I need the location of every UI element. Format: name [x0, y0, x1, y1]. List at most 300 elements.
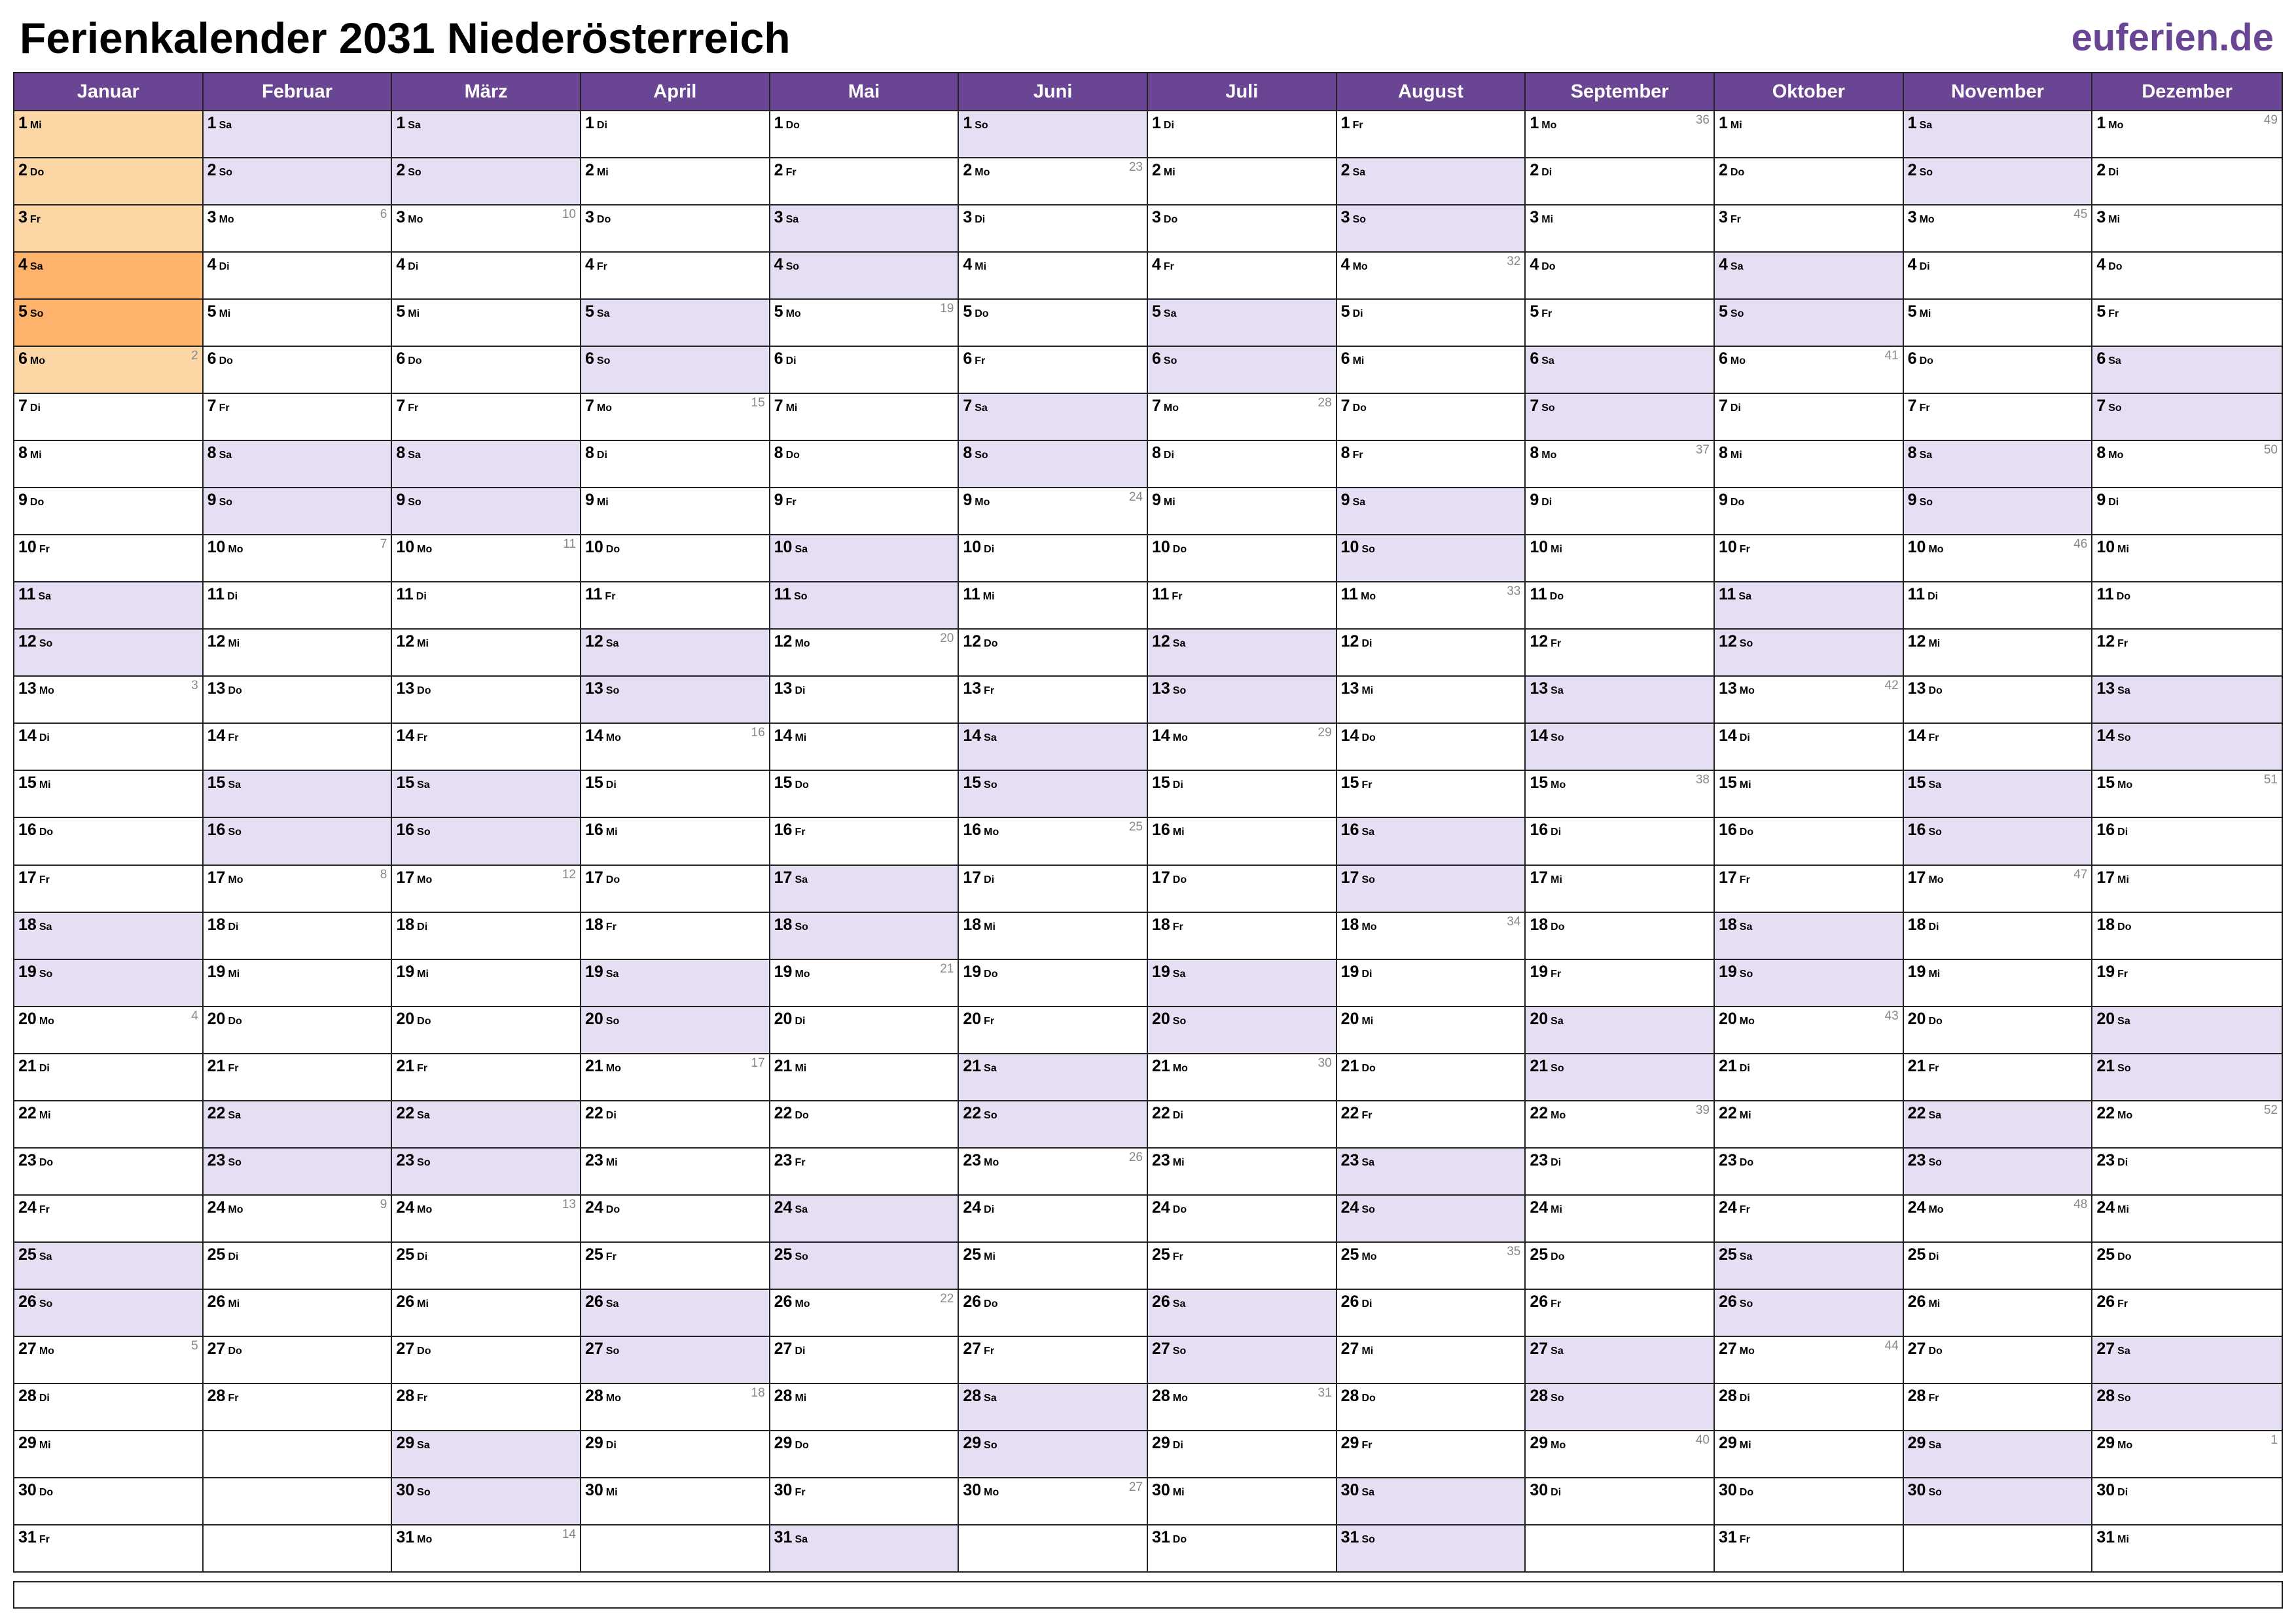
day-cell: [1904, 1007, 2092, 1054]
day-number: 14: [1907, 726, 1926, 745]
day-number: 15: [963, 774, 982, 793]
day-number: 20: [207, 1009, 226, 1028]
weekday-label: Fr: [1541, 308, 1552, 320]
weekday-label: Do: [408, 355, 422, 367]
day-cell-weekend: [1904, 818, 2092, 865]
weekday-label: Di: [984, 874, 995, 885]
weekday-label: Mi: [2117, 544, 2129, 556]
weekday-label: Di: [29, 402, 41, 414]
day-number: 25: [18, 1245, 37, 1264]
day-cell: [392, 394, 580, 441]
day-cell: [14, 1149, 202, 1196]
day-cell: [581, 818, 769, 865]
day-cell-weekend: [581, 1290, 769, 1337]
weekday-label: Fr: [417, 732, 428, 744]
day-cell: [1526, 158, 1713, 205]
day-number: 20: [1718, 1009, 1737, 1028]
weekday-label: Do: [219, 355, 233, 367]
weekday-label: Fr: [975, 355, 986, 367]
day-number: 6: [396, 349, 406, 368]
weekday-label: Mo: [605, 1392, 621, 1404]
weekday-label: Mi: [417, 638, 429, 650]
day-number: 26: [1718, 1292, 1737, 1311]
day-number: 1: [1340, 114, 1350, 132]
day-cell: [392, 1525, 580, 1571]
day-number: 8: [18, 444, 27, 463]
day-number: 4: [1530, 255, 1539, 274]
week-number: 18: [751, 1385, 765, 1400]
day-cell: [1715, 1007, 1903, 1054]
day-number: 28: [1907, 1386, 1926, 1405]
day-cell-weekend: [2092, 1384, 2282, 1431]
day-cell-weekend: [581, 1007, 769, 1054]
day-number: 24: [18, 1198, 37, 1217]
day-cell: [1337, 913, 1525, 960]
weekday-label: Di: [1541, 497, 1552, 508]
weekday-label: Fr: [39, 874, 50, 885]
day-number: 23: [207, 1150, 226, 1169]
weekday-label: Mo: [1919, 214, 1935, 226]
day-number: 6: [18, 349, 27, 368]
day-number: 29: [774, 1433, 793, 1452]
day-cell: [959, 1007, 1147, 1054]
day-number: 20: [1907, 1009, 1926, 1028]
weekday-label: So: [1361, 1204, 1375, 1215]
weekday-label: Di: [1172, 1109, 1183, 1121]
month-header: März: [392, 73, 580, 111]
day-cell-weekend: [2092, 1007, 2282, 1054]
day-cell: [1904, 205, 2092, 253]
day-number: 5: [2096, 302, 2106, 321]
day-number: 22: [1151, 1103, 1170, 1122]
weekday-label: Sa: [228, 779, 242, 791]
weekday-label: Do: [975, 308, 989, 320]
weekday-label: Di: [408, 261, 419, 273]
day-number: 4: [207, 255, 217, 274]
month-header: Januar: [14, 73, 202, 111]
day-cell: [392, 1054, 580, 1101]
weekday-label: So: [1361, 874, 1375, 885]
day-cell-weekend: [1337, 1196, 1525, 1243]
day-cell-weekend: [204, 1101, 391, 1149]
day-cell: [770, 1149, 958, 1196]
day-cell: [959, 582, 1147, 630]
weekday-label: Sa: [605, 968, 619, 980]
weekday-label: Mo: [39, 1015, 54, 1027]
day-number: 10: [1530, 538, 1549, 557]
day-cell-weekend: [14, 960, 202, 1007]
day-number: 29: [1340, 1433, 1359, 1452]
day-cell-weekend: [959, 724, 1147, 771]
day-number: 6: [1151, 349, 1161, 368]
weekday-label: Sa: [39, 921, 52, 933]
day-number: 26: [1340, 1292, 1359, 1311]
day-number: 29: [584, 1433, 603, 1452]
weekday-label: So: [1739, 968, 1753, 980]
weekday-label: Di: [417, 1251, 428, 1262]
day-number: 29: [2096, 1433, 2115, 1452]
day-cell: [1148, 394, 1336, 441]
day-number: 30: [584, 1480, 603, 1499]
day-number: 21: [1151, 1056, 1170, 1075]
day-cell: [581, 582, 769, 630]
weekday-label: Mo: [1352, 261, 1368, 273]
day-cell-weekend: [1148, 1290, 1336, 1337]
day-number: 3: [1907, 208, 1917, 227]
week-number: 25: [1128, 820, 1143, 834]
day-number: 8: [207, 444, 217, 463]
day-cell: [770, 771, 958, 818]
day-number: 29: [1530, 1433, 1549, 1452]
weekday-label: Mi: [228, 1298, 240, 1310]
day-number: 28: [2096, 1386, 2115, 1405]
day-cell-weekend: [959, 1054, 1147, 1101]
day-cell: [14, 818, 202, 865]
day-number: 19: [18, 962, 37, 981]
day-number: 28: [1718, 1386, 1737, 1405]
day-number: 11: [963, 585, 980, 604]
month-column: [770, 73, 960, 1571]
day-cell: [392, 347, 580, 394]
day-cell-weekend: [392, 441, 580, 488]
day-number: 2: [1151, 161, 1161, 180]
weekday-label: Do: [605, 544, 620, 556]
day-cell-weekend: [1904, 1431, 2092, 1478]
day-number: 6: [1907, 349, 1917, 368]
day-number: 16: [18, 821, 37, 840]
day-cell: [1337, 1101, 1525, 1149]
weekday-label: Do: [1739, 1486, 1754, 1498]
weekday-label: Fr: [1163, 261, 1174, 273]
day-cell-weekend: [2092, 724, 2282, 771]
day-number: 19: [584, 962, 603, 981]
day-cell: [1904, 960, 2092, 1007]
weekday-label: Mi: [1361, 1015, 1374, 1027]
day-cell: [2092, 866, 2282, 913]
day-number: 29: [396, 1433, 415, 1452]
day-number: 1: [207, 114, 217, 132]
day-number: 9: [774, 491, 783, 510]
day-cell: [770, 724, 958, 771]
day-cell: [1337, 111, 1525, 158]
weekday-label: Di: [605, 1439, 617, 1451]
week-number: 33: [1507, 584, 1521, 599]
weekday-label: Mo: [785, 308, 801, 320]
day-cell-weekend: [1526, 1007, 1713, 1054]
day-cell-weekend: [392, 158, 580, 205]
weekday-label: Mo: [1541, 450, 1557, 461]
day-cell: [204, 630, 391, 677]
day-number: 2: [584, 161, 594, 180]
weekday-label: Do: [1739, 1156, 1754, 1168]
weekday-label: Di: [1551, 1156, 1562, 1168]
weekday-label: So: [219, 497, 233, 508]
day-cell: [204, 1054, 391, 1101]
day-number: 25: [1151, 1245, 1170, 1264]
day-number: 21: [396, 1056, 415, 1075]
weekday-label: Sa: [1928, 1109, 1942, 1121]
day-cell-weekend: [1715, 1290, 1903, 1337]
day-number: 4: [396, 255, 406, 274]
day-cell: [770, 111, 958, 158]
day-number: 12: [963, 632, 982, 651]
day-number: 15: [396, 774, 415, 793]
day-cell: [2092, 582, 2282, 630]
day-cell: [14, 1101, 202, 1149]
day-cell: [1904, 253, 2092, 300]
weekday-label: Sa: [417, 779, 430, 791]
day-cell-weekend: [392, 1431, 580, 1478]
day-number: 13: [18, 679, 37, 698]
day-number: 7: [1530, 397, 1539, 416]
day-cell-weekend: [1526, 1337, 1713, 1384]
day-cell: [581, 205, 769, 253]
day-cell: [581, 1196, 769, 1243]
day-number: 18: [396, 915, 415, 934]
day-number: 20: [1340, 1009, 1359, 1028]
weekday-label: Di: [417, 921, 428, 933]
day-cell-weekend: [581, 960, 769, 1007]
weekday-label: Mo: [1928, 1204, 1944, 1215]
day-number: 14: [1530, 726, 1549, 745]
day-cell: [392, 960, 580, 1007]
weekday-label: So: [1919, 167, 1933, 179]
day-cell-weekend: [1337, 818, 1525, 865]
day-cell-weekend: [1148, 677, 1336, 724]
day-number: 18: [2096, 915, 2115, 934]
day-number: 29: [1151, 1433, 1170, 1452]
day-cell-weekend: [1715, 582, 1903, 630]
day-cell: [1715, 441, 1903, 488]
day-number: 7: [207, 397, 217, 416]
day-number: 25: [1340, 1245, 1359, 1264]
weekday-label: Fr: [408, 402, 419, 414]
day-cell-weekend: [1337, 1478, 1525, 1525]
day-cell: [1526, 535, 1713, 582]
day-cell: [2092, 300, 2282, 347]
day-cell-weekend: [204, 488, 391, 535]
week-number: 38: [1695, 773, 1710, 787]
day-number: 4: [1907, 255, 1917, 274]
day-number: 24: [1530, 1198, 1549, 1217]
weekday-label: So: [408, 167, 422, 179]
weekday-label: Mi: [417, 1298, 429, 1310]
day-number: 2: [396, 161, 406, 180]
day-cell-weekend: [14, 630, 202, 677]
weekday-label: Sa: [795, 1204, 808, 1215]
weekday-label: Di: [39, 1062, 50, 1074]
weekday-label: Fr: [795, 1156, 806, 1168]
day-cell: [959, 1337, 1147, 1384]
day-cell-weekend: [1715, 913, 1903, 960]
weekday-label: Di: [605, 1109, 617, 1121]
weekday-label: Mi: [2108, 214, 2121, 226]
weekday-label: Fr: [29, 214, 41, 226]
day-number: 22: [774, 1103, 793, 1122]
weekday-label: Fr: [795, 1486, 806, 1498]
week-number: 45: [2073, 207, 2088, 222]
day-cell: [1148, 1101, 1336, 1149]
weekday-label: Mo: [975, 167, 990, 179]
weekday-label: Sa: [1361, 1156, 1375, 1168]
day-number: 22: [584, 1103, 603, 1122]
day-cell: [392, 1384, 580, 1431]
week-number: 1: [2270, 1433, 2278, 1447]
day-number: 10: [1151, 538, 1170, 557]
day-cell: [770, 488, 958, 535]
day-number: 1: [963, 114, 973, 132]
day-cell: [1148, 1525, 1336, 1571]
day-cell-weekend: [1715, 253, 1903, 300]
weekday-label: Do: [1172, 874, 1187, 885]
weekday-label: Mi: [39, 1109, 51, 1121]
day-cell: [1904, 1054, 2092, 1101]
day-number: 16: [1340, 821, 1359, 840]
weekday-label: Mi: [408, 308, 420, 320]
day-number: 4: [18, 255, 27, 274]
day-number: 28: [774, 1386, 793, 1405]
day-cell: [1148, 535, 1336, 582]
weekday-label: Mo: [795, 968, 810, 980]
day-cell-weekend: [1337, 1149, 1525, 1196]
weekday-label: Fr: [1739, 1204, 1750, 1215]
day-number: 27: [584, 1339, 603, 1358]
day-number: 12: [774, 632, 793, 651]
day-cell: [1337, 1243, 1525, 1290]
day-cell: [1148, 582, 1336, 630]
weekday-label: Mo: [1739, 1015, 1755, 1027]
day-cell: [1337, 1007, 1525, 1054]
day-number: 15: [1151, 774, 1170, 793]
weekday-label: Mi: [1551, 874, 1562, 885]
day-number: 14: [774, 726, 793, 745]
day-cell: [14, 488, 202, 535]
day-cell: [959, 205, 1147, 253]
weekday-label: Di: [1919, 261, 1930, 273]
week-number: 13: [562, 1197, 576, 1211]
week-number: 48: [2073, 1197, 2088, 1211]
day-number: 25: [774, 1245, 793, 1264]
day-number: 4: [1151, 255, 1161, 274]
day-number: 6: [774, 349, 783, 368]
weekday-label: Mo: [417, 874, 433, 885]
day-number: 27: [1718, 1339, 1737, 1358]
weekday-label: Do: [1352, 402, 1367, 414]
day-number: 7: [1151, 397, 1161, 416]
day-cell: [392, 866, 580, 913]
day-cell-weekend: [1526, 724, 1713, 771]
weekday-label: So: [1352, 214, 1367, 226]
day-number: 5: [963, 302, 973, 321]
day-number: 22: [1530, 1103, 1549, 1122]
day-cell: [581, 1431, 769, 1478]
day-cell: [1715, 1196, 1903, 1243]
day-number: 20: [963, 1009, 982, 1028]
weekday-label: Di: [2117, 1486, 2128, 1498]
day-number: 12: [1151, 632, 1170, 651]
weekday-label: Do: [984, 1298, 998, 1310]
month-column: [14, 73, 204, 1571]
weekday-label: Mo: [2108, 450, 2124, 461]
weekday-label: Mi: [1739, 779, 1751, 791]
day-number: 23: [963, 1150, 982, 1169]
day-cell: [2092, 960, 2282, 1007]
day-cell: [2092, 1478, 2282, 1525]
weekday-label: Fr: [39, 1533, 50, 1545]
day-number: 12: [18, 632, 37, 651]
day-number: 13: [963, 679, 982, 698]
month-column: [1526, 73, 1715, 1571]
day-number: 4: [2096, 255, 2106, 274]
weekday-label: Mo: [1172, 1392, 1188, 1404]
day-cell: [1526, 1431, 1713, 1478]
day-cell-weekend: [1715, 630, 1903, 677]
day-number: 9: [18, 491, 27, 510]
day-cell: [1148, 441, 1336, 488]
weekday-label: Sa: [417, 1109, 430, 1121]
weekday-label: Fr: [39, 1204, 50, 1215]
day-number: 10: [18, 538, 37, 557]
weekday-label: Fr: [1172, 1251, 1183, 1262]
weekday-label: Mo: [1551, 779, 1566, 791]
day-cell: [959, 1243, 1147, 1290]
day-cell: [1904, 1290, 2092, 1337]
day-cell-weekend: [1526, 1384, 1713, 1431]
day-number: 5: [18, 302, 27, 321]
weekday-label: So: [228, 827, 242, 838]
day-cell: [1715, 866, 1903, 913]
day-number: 10: [207, 538, 226, 557]
weekday-label: Sa: [596, 308, 610, 320]
weekday-label: Fr: [1739, 1533, 1750, 1545]
day-number: 16: [1530, 821, 1549, 840]
day-cell-weekend: [1904, 771, 2092, 818]
weekday-label: Sa: [1541, 355, 1554, 367]
weekday-label: Fr: [1172, 591, 1183, 603]
weekday-label: So: [785, 261, 800, 273]
day-number: 2: [18, 161, 27, 180]
weekday-label: So: [605, 1015, 620, 1027]
week-number: 4: [191, 1008, 198, 1023]
day-number: 1: [396, 114, 406, 132]
day-number: 10: [1340, 538, 1359, 557]
weekday-label: Mi: [1730, 120, 1742, 131]
day-cell: [1526, 1243, 1713, 1290]
day-cell: [14, 535, 202, 582]
day-number: 24: [1718, 1198, 1737, 1217]
brand-logo[interactable]: euferien.de: [2071, 16, 2274, 59]
day-number: 19: [1718, 962, 1737, 981]
day-number: 21: [963, 1056, 982, 1075]
day-cell-weekend: [392, 111, 580, 158]
day-cell: [1904, 1337, 2092, 1384]
weekday-label: Di: [1541, 167, 1552, 179]
weekday-label: Sa: [38, 591, 52, 603]
day-number: 29: [1718, 1433, 1737, 1452]
day-cell: [1337, 677, 1525, 724]
week-number: 32: [1507, 255, 1521, 269]
weekday-label: Fr: [1928, 1392, 1939, 1404]
weekday-label: Sa: [219, 120, 232, 131]
weekday-label: Mo: [795, 638, 810, 650]
day-number: 27: [963, 1339, 982, 1358]
weekday-label: Di: [785, 355, 797, 367]
day-cell: [392, 205, 580, 253]
day-cell: [2092, 205, 2282, 253]
day-number: 31: [774, 1527, 793, 1546]
day-cell: [581, 488, 769, 535]
weekday-label: Fr: [1361, 779, 1372, 791]
